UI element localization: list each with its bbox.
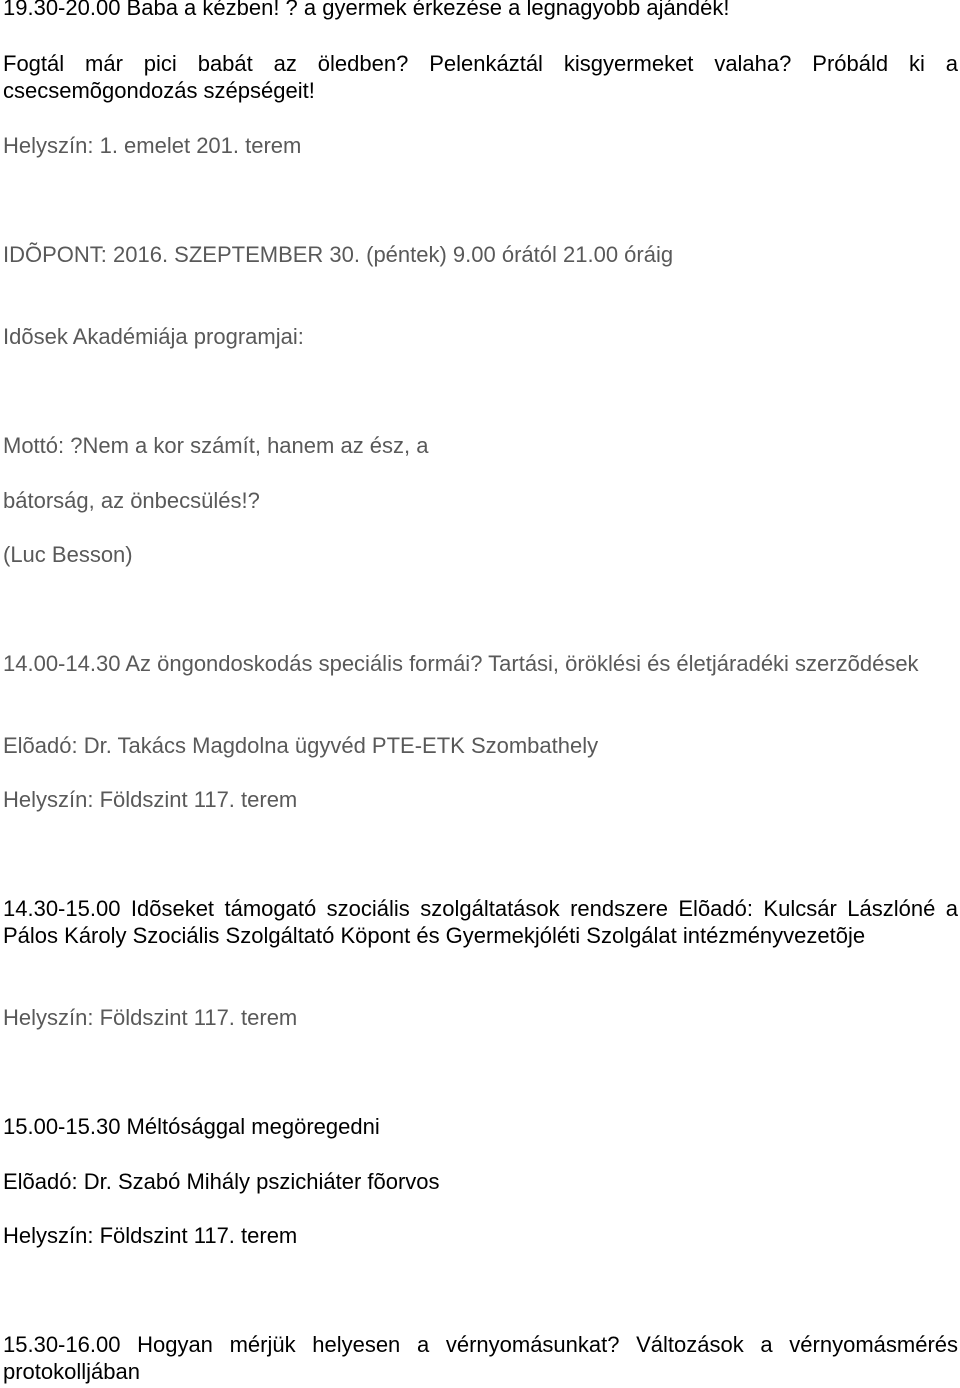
program-4-title: 15.30-16.00 Hogyan mérjük helyesen a vérnyomásunkat? Változások a vérnyomásmérés protokolljában [3,1332,958,1384]
program-2-location: Helyszín: Földszint 117. terem [3,1005,298,1030]
program-1-title: 14.00-14.30 Az öngondoskodás speciális formái? Tartási, öröklési és életjáradéki szerzõdések [3,651,919,676]
baba-title: 19.30-20.00 Baba a kézben! ? a gyermek érkezése a legnagyobb ajándék! [3,0,730,20]
motto-author: (Luc Besson) [3,542,133,567]
program-1-location: Helyszín: Földszint 117. terem [3,787,298,812]
program-2-title: 14.30-15.00 Idõseket támogató szociális szolgáltatások rendszere Elõadó: Kulcsár Lászlóné a Pálos Károly Szociális Szolgáltató Köpont és Gyermekjóléti Szolgálat intézményvezetõje [3,896,958,948]
baba-location: Helyszín: 1. emelet 201. terem [3,133,302,158]
motto-line-1: Mottó: ?Nem a kor számít, hanem az ész, a [3,433,429,458]
program-3-location: Helyszín: Földszint 117. terem [3,1223,298,1248]
program-1-speaker: Elõadó: Dr. Takács Magdolna ügyvéd PTE-ETK Szombathely [3,733,599,758]
motto-line-2: bátorság, az önbecsülés!? [3,488,260,513]
baba-description: Fogtál már pici babát az öledben? Pelenkáztál kisgyermeket valaha? Próbáld ki a csecsemõgondozás szépségeit! [3,51,958,103]
date-line: IDÕPONT: 2016. SZEPTEMBER 30. (péntek) 9.00 órától 21.00 óráig [3,242,674,267]
academy-heading: Idõsek Akadémiája programjai: [3,324,304,349]
program-3-title: 15.00-15.30 Méltósággal megöregedni [3,1114,380,1139]
program-3-speaker: Elõadó: Dr. Szabó Mihály pszichiáter fõorvos [3,1169,440,1194]
